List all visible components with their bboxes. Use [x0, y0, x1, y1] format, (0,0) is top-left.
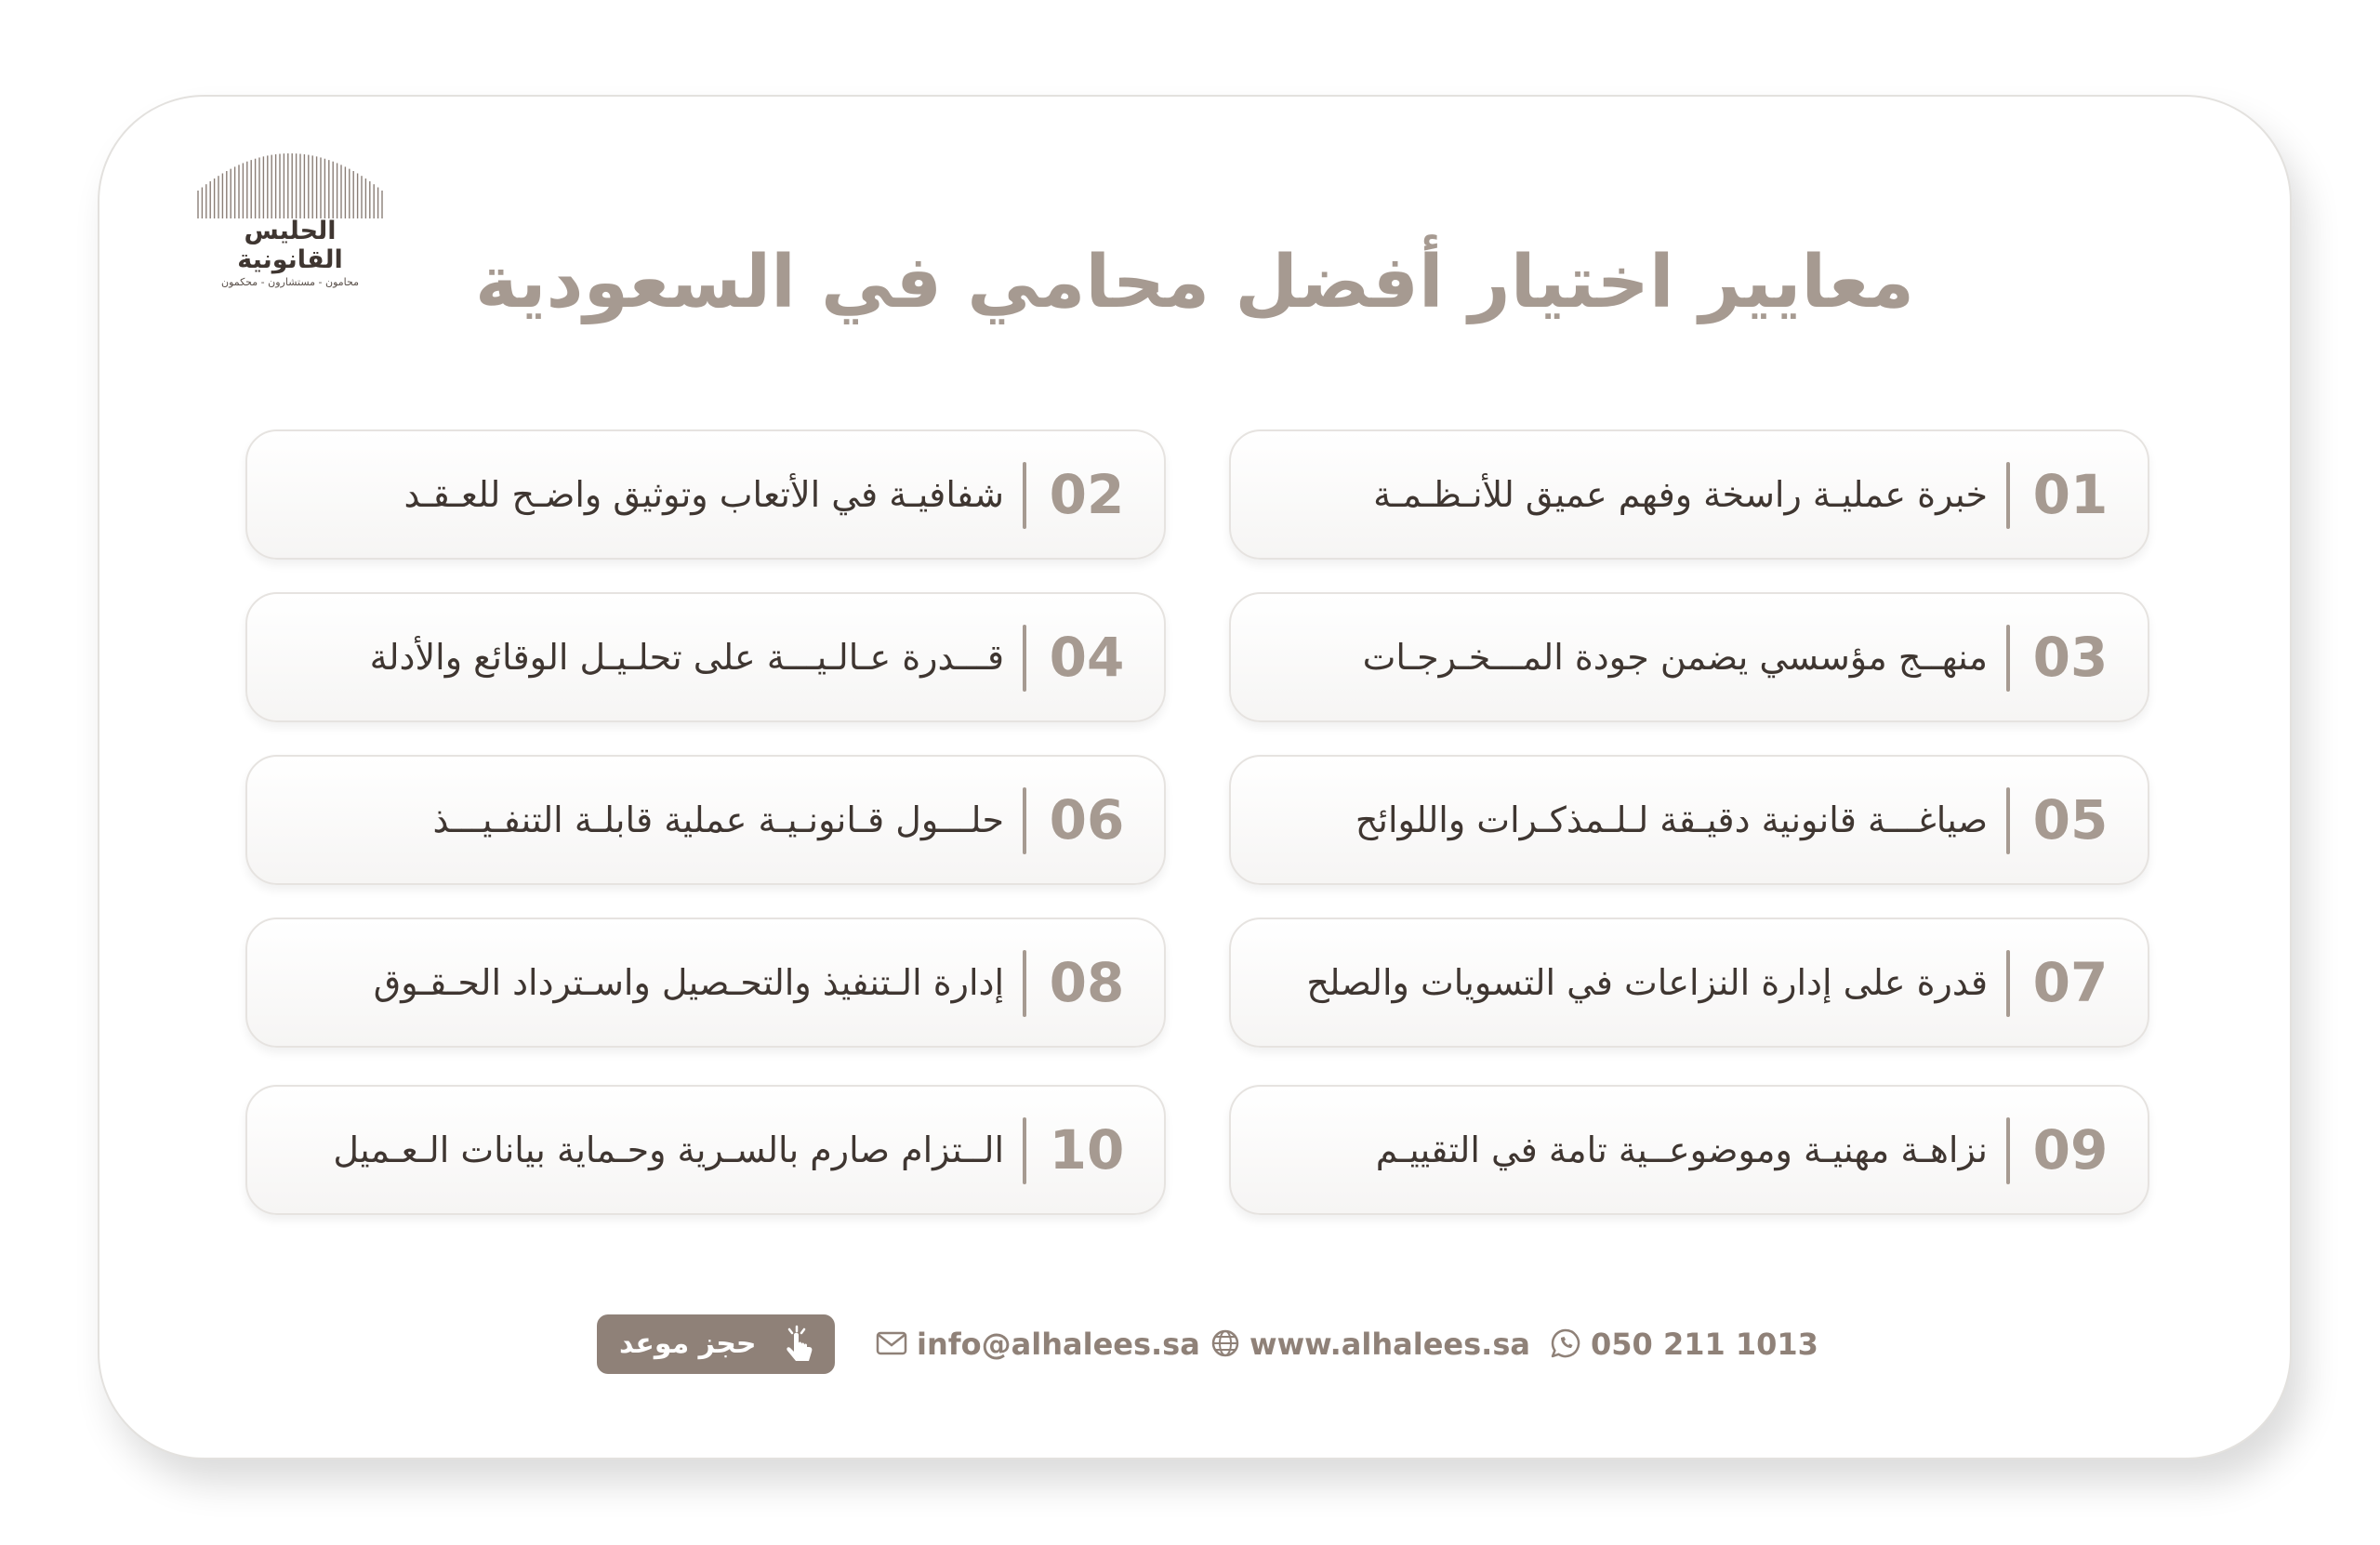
criterion-number: 02 — [1049, 463, 1125, 526]
website-contact[interactable] — [1210, 1314, 1530, 1374]
divider — [2006, 1117, 2010, 1184]
criterion-number: 09 — [2032, 1118, 2109, 1182]
book-appointment-button[interactable] — [597, 1314, 835, 1374]
criterion-number: 04 — [1049, 626, 1125, 689]
divider — [1023, 1117, 1026, 1184]
criterion-number: 05 — [2032, 788, 2109, 852]
criterion-item — [1229, 918, 2149, 1048]
mail-icon — [876, 1331, 907, 1355]
logo-name: الحليس القانونية — [237, 217, 343, 274]
criterion-item — [1229, 592, 2149, 722]
email-contact[interactable] — [876, 1314, 1200, 1374]
divider — [1023, 950, 1026, 1017]
criterion-text: قـــدرة عـالـيـــة على تحلـيـل الوقائع والأدلة — [369, 637, 1004, 678]
criterion-number: 06 — [1049, 788, 1125, 852]
hand-pointer-icon — [774, 1320, 822, 1368]
whatsapp-icon — [1550, 1327, 1581, 1359]
criterion-text: صياغـــة قانونية دقيـقة لـلـمذكـرات واللوائح — [1355, 799, 1988, 840]
criterion-text: شفافيـة في الأتعاب وتوثيق واضـح للعـقـد — [403, 474, 1004, 515]
criteria-grid — [245, 429, 2149, 1220]
criterion-item — [1229, 429, 2149, 560]
page-title: معايير اختيار أفضل محامي في السعودية — [474, 241, 1915, 324]
footer — [99, 1314, 2290, 1380]
criterion-text: حلـــول قـانونـيـة عملية قابلـة التنفـيـــذ — [432, 799, 1004, 840]
criterion-item — [245, 429, 1166, 560]
website-text: www.alhalees.sa — [1250, 1327, 1530, 1362]
logo-mark-icon — [192, 148, 388, 220]
criterion-item — [245, 755, 1166, 885]
criterion-item — [245, 592, 1166, 722]
criterion-item — [1229, 755, 2149, 885]
criterion-text: خبرة عمليـة راسخة وفهم عميق للأنـظـمـة — [1373, 474, 1988, 515]
logo-tagline: محامون - مستشارون - محكمون — [220, 276, 359, 288]
divider — [2006, 950, 2010, 1017]
criterion-item — [245, 1085, 1166, 1215]
phone-text: 050 211 1013 — [1591, 1327, 1818, 1362]
criterion-number: 10 — [1049, 1118, 1125, 1182]
infographic-card — [98, 95, 2292, 1459]
criterion-number: 03 — [2032, 626, 2109, 689]
divider — [2006, 462, 2010, 529]
criterion-text: إدارة الـتنفيذ والتحـصيل واسـترداد الحـقـوق — [373, 962, 1004, 1003]
criterion-text: قدرة على إدارة النزاعات في التسويات والصلح — [1306, 962, 1988, 1003]
criterion-text: نزاهـة مهنيـة وموضوعــية تامة في التقييـم — [1375, 1129, 1988, 1170]
divider — [2006, 625, 2010, 692]
globe-icon — [1210, 1328, 1240, 1358]
criterion-number: 08 — [1049, 951, 1125, 1014]
divider — [1023, 462, 1026, 529]
criterion-item — [1229, 1085, 2149, 1215]
criterion-item — [245, 918, 1166, 1048]
criterion-number: 07 — [2032, 951, 2109, 1014]
book-appointment-label: حجز موعد — [619, 1327, 757, 1360]
criterion-number: 01 — [2032, 463, 2109, 526]
email-text: info@alhalees.sa — [917, 1327, 1200, 1362]
divider — [1023, 625, 1026, 692]
criterion-text: الــتزام صارم بالسـرية وحـماية بيانات الـعـميل — [333, 1129, 1004, 1170]
phone-contact[interactable] — [1550, 1314, 1818, 1374]
divider — [2006, 787, 2010, 854]
divider — [1023, 787, 1026, 854]
criterion-text: منهــج مؤسسي يضمن جودة المـــخـرجـات — [1362, 637, 1988, 678]
